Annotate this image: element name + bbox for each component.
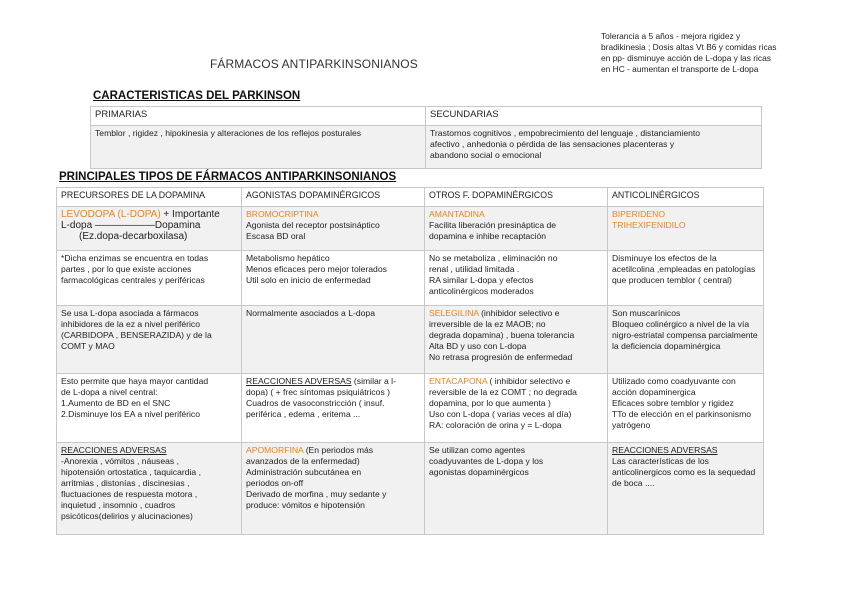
drug-trihexifenidilo: TRIHEXIFENIDILO [612,220,686,230]
secundarias-line: abandono social o emocional [430,150,542,160]
cell-text: hipotensión ortostatica , taquicardia , [61,467,201,477]
table-cell [608,306,764,374]
cell-text: coadyuvantes de L-dopa y los [429,456,544,466]
cell-text: reversible de la ez COMT ; no degrada [429,387,577,397]
header-anticolinergicos: ANTICOLINÉRGICOS [608,188,764,207]
cell-text: la deficiencia dopaminérgica [612,341,721,351]
table-cell [608,374,764,443]
cell-text: Util solo en inicio de enfermedad [246,275,371,285]
cell-text: de L-dopa a nivel central: [61,387,158,397]
cell-text: Menos eficaces pero mejor tolerados [246,264,387,274]
note-line: bradikinesia ; Dosis altas Vt B6 y comidas ricas [601,42,777,52]
table-row [57,306,764,374]
cell-text: Se utilizan como agentes [429,445,526,455]
cell-text: No se metaboliza , eliminación no [429,253,558,263]
primarias-header: PRIMARIAS [91,107,426,126]
table-cell [242,374,425,443]
table-cell [57,306,242,374]
cell-text: anticolinergicos como es la sequedad [612,467,756,477]
cell-text: degrada dopamina) , buena tolerancia [429,330,575,340]
cell-text: (Ez.dopa-decarboxilasa) [79,231,188,242]
parkinson-table [90,106,762,169]
primarias-text: Temblor , rigidez , hipokinesia y alteraciones de los reflejos posturales [95,128,362,138]
cell-text: Esto permite que haya mayor cantidad [61,376,209,386]
cell-text: yatrógeno [612,420,651,430]
table-cell [242,251,425,306]
cell-text: dopamina, por lo que aumenta ) [429,398,551,408]
cell-text: Eficaces sobre temblor y rigidez [612,398,734,408]
cell-text: dopa) ( + frec síntomas psiquiátricos ) [246,387,391,397]
cell-text: Escasa BD oral [246,231,306,241]
header-otros: OTROS F. DOPAMINÉRGICOS [425,188,608,207]
secundarias-line: Trastornos cognitivos , empobrecimiento del lenguaje , distanciamiento [430,128,701,138]
table-cell [425,251,608,306]
cell-text: Normalmente asociados a L-dopa [246,308,375,318]
cell-bromocriptina [242,207,425,251]
cell-text: psicóticos(delirios y alucinaciones) [61,511,193,521]
cell-text: RA similar L-dopa y efectos [429,275,534,285]
drug-amantadina: AMANTADINA [429,209,485,219]
drug-biperideno: BIPERIDENO [612,209,666,219]
cell-text: renal , utilidad limitada . [429,264,520,274]
secundarias-line: afectivo , anhedonia o pérdida de las sensaciones placenteras y [430,139,675,149]
table-row [57,207,764,251]
cell-text: 1.Aumento de BD en el SNC [61,398,171,408]
cell-text: fluctuaciones de respuesta motora , [61,489,198,499]
cell-text: que producen temblor ( central) [612,275,732,285]
cell-text: L-dopa ——————Dopamina [61,220,201,231]
cell-text: + Importante [160,209,220,220]
parkinson-heading: CARACTERISTICAS DEL PARKINSON [93,90,301,102]
main-heading: PRINCIPALES TIPOS DE FÁRMACOS ANTIPARKINSONIANOS [59,171,397,183]
cell-text: dopamina e inhibe recaptación [429,231,547,241]
cell-text: Administración subcutánea en [246,467,362,477]
adverse-title: REACCIONES ADVERSAS [246,376,352,386]
cell-text: RA: coloración de orina y = L-dopa [429,420,562,430]
cell-text: TTo de elección en el parkinsonismo [612,409,752,419]
table-cell [57,251,242,306]
adverse-title: REACCIONES ADVERSAS [61,445,167,455]
cell-text: (inhibidor selectivo e [478,308,560,318]
header-agonistas: AGONISTAS DOPAMINÉRGICOS [242,188,425,207]
cell-text: Facilita liberación presináptica de [429,220,557,230]
cell-text: agonistas dopaminérgicos [429,467,529,477]
tolerance-note [601,31,841,75]
table-header-row [57,188,764,207]
cell-text: inquietud , insomnio , cuadros [61,500,176,510]
cell-text: avanzados de la enfermedad) [246,456,360,466]
cell-text: acetilcolina ,empleadas en patologías [612,264,756,274]
drugs-table [56,187,764,535]
cell-text: Metabolismo hepático [246,253,330,263]
cell-text: periférica , edema , eritema ... [246,409,361,419]
cell-text: Se usa L-dopa asociada a fármacos [61,308,199,318]
cell-text: (CARBIDOPA , BENSERAZIDA) y de la [61,330,212,340]
note-line: Tolerancia a 5 años - mejora rigidez y [601,31,741,41]
cell-text: arritmias , distonías , discinesias , [61,478,190,488]
cell-text: Uso con L-dopa ( varias veces al día) [429,409,572,419]
table-row [57,443,764,535]
cell-text: COMT y MAO [61,341,115,351]
cell-text: Son muscarínicos [612,308,681,318]
cell-text: Las características de los [612,456,709,466]
cell-text: inhibidores de la ez a nivel periférico [61,319,201,329]
secundarias-header: SECUNDARIAS [426,107,762,126]
cell-text: No retrasa progresión de enfermedad [429,352,573,362]
drug-entacapona: ENTACAPONA [429,376,488,386]
cell-apomorfina [242,443,425,535]
header-precursores: PRECURSORES DE LA DOPAMINA [57,188,242,207]
cell-text: *Dicha enzimas se encuentra en todas [61,253,209,263]
cell-text: periodos on-off [246,478,304,488]
table-cell [242,306,425,374]
primarias-cell [91,126,426,169]
cell-text: anticolinérgicos moderados [429,286,534,296]
table-cell [608,251,764,306]
table-row [57,374,764,443]
cell-text: irreversible de la ez MAOB; no [429,319,546,329]
cell-text: (En periodos más [303,445,374,455]
cell-text: farmacológicas centrales y periféricas [61,275,205,285]
table-row [57,251,764,306]
cell-amantadina [425,207,608,251]
note-line: en HC - aumentan el transporte de L-dopa [601,64,759,74]
cell-text: Utilizado como coadyuvante con [612,376,736,386]
cell-text: ( inhibidor selectivo e [487,376,571,386]
cell-text: partes , por lo que existe acciones [61,264,192,274]
cell-text: Cuadros de vasoconstricción ( insuf. [246,398,385,408]
secundarias-cell [426,126,762,169]
table-cell [57,443,242,535]
cell-text: 2.Disminuye los EA a nivel periférico [61,409,200,419]
cell-text: -Anorexia , vómitos , náuseas , [61,456,179,466]
cell-text: Agonista del receptor postsináptico [246,220,380,230]
drug-bromocriptina: BROMOCRIPTINA [246,209,319,219]
drug-apomorfina: APOMORFINA [246,445,304,455]
cell-text: Alta BD y uso con L-dopa [429,341,527,351]
cell-text: (similar a l- [351,376,396,386]
cell-text: Bloqueo colinérgico a nivel de la vía [612,319,750,329]
table-cell [608,443,764,535]
page-title: FÁRMACOS ANTIPARKINSONIANOS [210,57,418,71]
note-line: en pp- disminuye acción de L-dopa y las ricas [601,53,771,63]
cell-text: de boca .... [612,478,655,488]
cell-text: produce: vómitos e hipotensión [246,500,365,510]
table-cell [425,443,608,535]
cell-biperideno [608,207,764,251]
adverse-title: REACCIONES ADVERSAS [612,445,718,455]
cell-text: nigro-estriatal compensa parcialmente [612,330,758,340]
cell-levodopa [57,207,242,251]
cell-text: acción dopaminergica [612,387,696,397]
cell-text: Disminuye los efectos de la [612,253,717,263]
drug-selegilina: SELEGILINA [429,308,479,318]
cell-text: Derivado de morfina , muy sedante y [246,489,387,499]
table-cell [57,374,242,443]
drug-levodopa: LEVODOPA (L-DOPA) [61,209,161,220]
cell-entacapona [425,374,608,443]
cell-selegilina [425,306,608,374]
